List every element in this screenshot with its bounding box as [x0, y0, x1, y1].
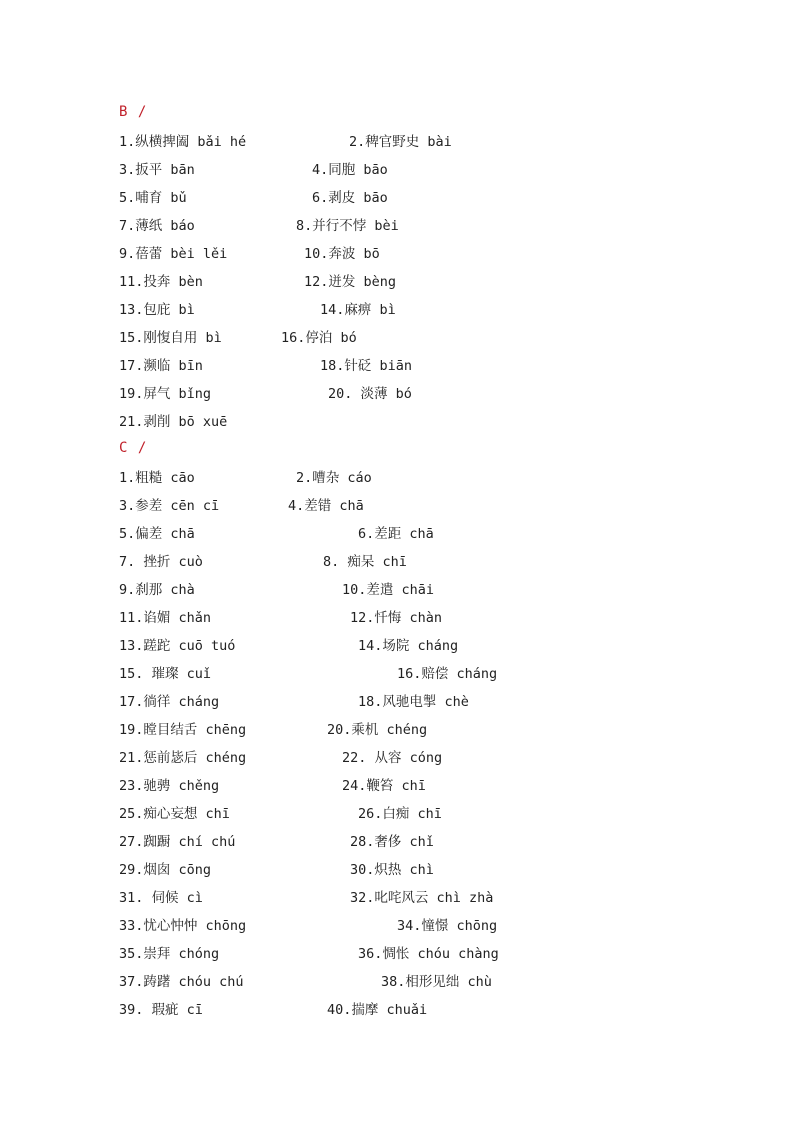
vocab-row	[0, 243, 794, 265]
vocab-item: 16.停泊 bó	[281, 330, 357, 346]
vocab-row	[0, 383, 794, 405]
vocab-item: 1.纵横捭阖 bǎi hé	[119, 134, 247, 150]
vocab-item: 34.憧憬 chōng	[397, 918, 498, 934]
vocab-item: 5.哺育 bǔ	[119, 190, 187, 206]
vocab-row	[0, 551, 794, 573]
vocab-item: 24.鞭笞 chī	[342, 778, 426, 794]
vocab-item: 39. 瑕疵 cī	[119, 1002, 203, 1018]
vocab-item: 22. 从容 cóng	[342, 750, 443, 766]
vocab-item: 1.粗糙 cāo	[119, 470, 195, 486]
vocab-item: 13.包庇 bì	[119, 302, 195, 318]
vocab-item: 18.风驰电掣 chè	[358, 694, 469, 710]
vocab-row	[0, 859, 794, 881]
vocab-row	[0, 159, 794, 181]
vocab-item: 27.踟蹰 chí chú	[119, 834, 236, 850]
vocab-row	[0, 719, 794, 741]
vocab-item: 7. 挫折 cuò	[119, 554, 203, 570]
vocab-row	[0, 607, 794, 629]
vocab-row	[0, 887, 794, 909]
vocab-row	[0, 943, 794, 965]
vocab-item: 19.屏气 bǐng	[119, 386, 212, 402]
vocab-item: 2.稗官野史 bài	[349, 134, 452, 150]
vocab-row	[0, 831, 794, 853]
vocab-item: 29.烟囱 cōng	[119, 862, 212, 878]
vocab-row	[0, 131, 794, 153]
vocab-item: 9.蓓蕾 bèi lěi	[119, 246, 228, 262]
vocab-row	[0, 299, 794, 321]
vocab-item: 4.同胞 bāo	[312, 162, 388, 178]
vocab-item: 3.扳平 bān	[119, 162, 195, 178]
vocab-item: 6.剥皮 bāo	[312, 190, 388, 206]
vocab-item: 26.白痴 chī	[358, 806, 442, 822]
vocab-row	[0, 187, 794, 209]
vocab-item: 20. 淡薄 bó	[328, 386, 412, 402]
vocab-row	[0, 271, 794, 293]
vocab-item: 15.刚愎自用 bì	[119, 330, 222, 346]
vocab-item: 20.乘机 chéng	[327, 722, 428, 738]
vocab-item: 17.徜徉 cháng	[119, 694, 220, 710]
vocab-item: 32.叱咤风云 chì zhà	[350, 890, 494, 906]
vocab-item: 14.场院 cháng	[358, 638, 459, 654]
vocab-row	[0, 663, 794, 685]
vocab-item: 14.麻痹 bì	[320, 302, 396, 318]
vocab-row	[0, 355, 794, 377]
vocab-row	[0, 803, 794, 825]
vocab-item: 10.差遣 chāi	[342, 582, 435, 598]
vocab-row	[0, 467, 794, 489]
vocab-row	[0, 775, 794, 797]
vocab-item: 35.崇拜 chóng	[119, 946, 220, 962]
vocab-item: 17.濒临 bīn	[119, 358, 203, 374]
vocab-item: 25.痴心妄想 chī	[119, 806, 230, 822]
vocab-item: 8. 痴呆 chī	[323, 554, 407, 570]
vocab-row	[0, 747, 794, 769]
vocab-row	[0, 915, 794, 937]
vocab-item: 18.针砭 biān	[320, 358, 413, 374]
vocab-item: 40.揣摩 chuǎi	[327, 1002, 428, 1018]
vocab-item: 30.炽热 chì	[350, 862, 434, 878]
vocab-row	[0, 523, 794, 545]
vocab-row	[0, 327, 794, 349]
vocab-item: 28.奢侈 chǐ	[350, 834, 434, 850]
vocab-row	[0, 971, 794, 993]
vocab-row	[0, 691, 794, 713]
vocab-item: 6.差距 chā	[358, 526, 434, 542]
vocab-item: 11.投奔 bèn	[119, 274, 203, 290]
vocab-item: 23.驰骋 chěng	[119, 778, 220, 794]
vocab-item: 10.奔波 bō	[304, 246, 380, 262]
vocab-item: 11.谄媚 chǎn	[119, 610, 212, 626]
vocab-item: 21.剥削 bō xuē	[119, 414, 228, 430]
vocab-item: 7.薄纸 báo	[119, 218, 195, 234]
vocab-row	[0, 411, 794, 433]
vocab-item: 12.迸发 bèng	[304, 274, 397, 290]
vocab-item: 9.刹那 chà	[119, 582, 195, 598]
section-heading-b: B /	[119, 104, 148, 120]
vocab-item: 8.并行不悖 bèi	[296, 218, 399, 234]
vocab-item: 12.忏悔 chàn	[350, 610, 443, 626]
vocab-item: 16.赔偿 cháng	[397, 666, 498, 682]
vocab-item: 5.偏差 chā	[119, 526, 195, 542]
vocab-item: 33.忧心忡忡 chōng	[119, 918, 247, 934]
vocab-item: 13.蹉跎 cuō tuó	[119, 638, 236, 654]
vocab-item: 15. 璀璨 cuǐ	[119, 666, 212, 682]
vocab-item: 36.惆怅 chóu chàng	[358, 946, 499, 962]
vocab-item: 21.惩前毖后 chéng	[119, 750, 247, 766]
vocab-row	[0, 999, 794, 1021]
vocab-row	[0, 579, 794, 601]
section-heading-c: C /	[119, 440, 148, 456]
vocab-row	[0, 635, 794, 657]
vocab-row	[0, 495, 794, 517]
vocab-item: 3.参差 cēn cī	[119, 498, 220, 514]
vocab-item: 19.瞠目结舌 chēng	[119, 722, 247, 738]
vocab-item: 38.相形见绌 chù	[381, 974, 492, 990]
vocab-item: 4.差错 chā	[288, 498, 364, 514]
vocab-item: 2.嘈杂 cáo	[296, 470, 372, 486]
vocab-row	[0, 215, 794, 237]
vocab-item: 31. 伺候 cì	[119, 890, 203, 906]
vocab-item: 37.踌躇 chóu chú	[119, 974, 244, 990]
